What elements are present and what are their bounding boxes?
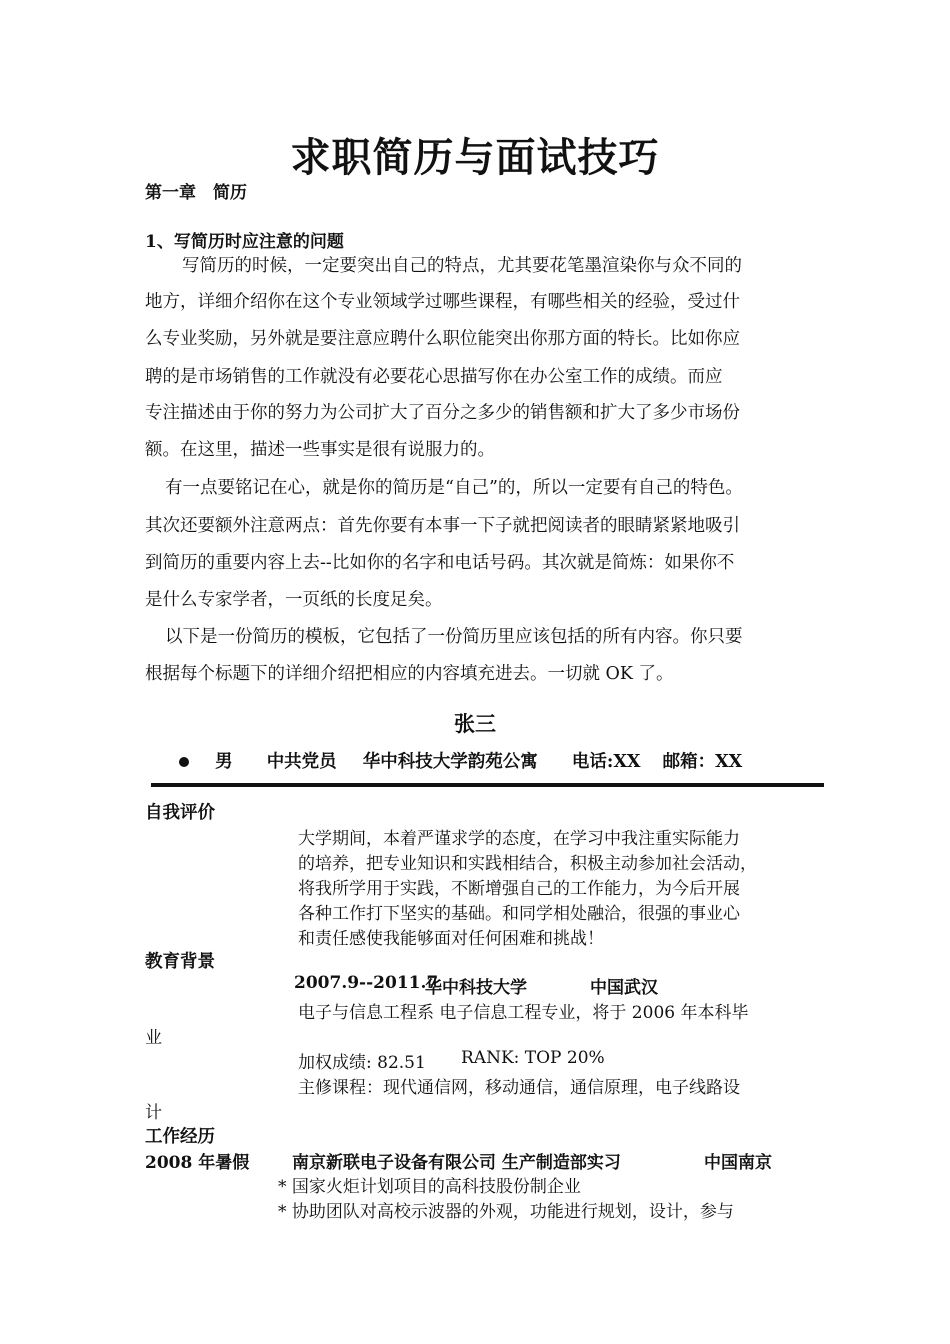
work-company: 南京新联电子设备有限公司 生产制造部实习 — [292, 1153, 621, 1173]
phone: 电话:XX — [571, 752, 641, 772]
work-item: * 国家火炬计划项目的高科技股份制企业 — [278, 1177, 581, 1197]
edu-school: 华中科技大学 — [425, 978, 527, 998]
paragraph-line: 聘的是市场销售的工作就没有必要花心思描写你在办公室工作的成绩。而应 — [145, 367, 723, 387]
self-eval-line: 和责任感使我能够面对任何困难和挑战！ — [298, 929, 604, 949]
paragraph-line: 么专业奖励，另外就是要注意应聘什么职位能突出你那方面的特长。比如你应 — [145, 329, 740, 349]
divider — [151, 783, 824, 787]
edu-period: 2007.9--2011.7 — [294, 973, 439, 993]
self-eval-line: 大学期间，本着严谨求学的态度，在学习中我注重实际能力 — [298, 829, 740, 849]
section-self-eval: 自我评价 — [145, 803, 215, 823]
edu-location: 中国武汉 — [590, 978, 658, 998]
paragraph-line: 以下是一份简历的模板，它包括了一份简历里应该包括的所有内容。你只要 — [165, 627, 743, 647]
paragraph-line: 写简历的时候，一定要突出自己的特点，尤其要花笔墨渲染你与众不同的 — [182, 256, 742, 276]
paragraph-line: 地方，详细介绍你在这个专业领域学过哪些课程，有哪些相关的经验，受过什 — [145, 292, 740, 312]
resume-info-line — [179, 748, 742, 773]
paragraph-line: 有一点要铭记在心，就是你的简历是“自己”的，所以一定要有自己的特色。 — [165, 478, 743, 498]
paragraph-line: 额。在这里，描述一些事实是很有说服力的。 — [145, 440, 495, 460]
work-period: 2008 年暑假 — [145, 1153, 250, 1173]
section-work: 工作经历 — [145, 1127, 215, 1147]
edu-gpa: 加权成绩: 82.51 — [298, 1053, 426, 1073]
gender: 男 — [215, 752, 233, 772]
edu-major: 电子与信息工程系 电子信息工程专业，将于 2006 年本科毕 — [298, 1003, 749, 1023]
section-heading: 1、写简历时应注意的问题 — [145, 232, 344, 252]
edu-rank: RANK: TOP 20% — [461, 1048, 605, 1068]
paragraph-line: 专注描述由于你的努力为公司扩大了百分之多少的销售额和扩大了多少市场份 — [145, 403, 740, 423]
paragraph-line: 到简历的重要内容上去--比如你的名字和电话号码。其次就是简炼：如果你不 — [145, 553, 735, 573]
page-title: 求职简历与面试技巧 — [290, 134, 660, 181]
self-eval-line: 的培养，把专业知识和实践相结合，积极主动参加社会活动， — [298, 854, 757, 874]
resume-name: 张三 — [454, 711, 496, 736]
paragraph-line: 根据每个标题下的详细介绍把相应的内容填充进去。一切就 OK 了。 — [145, 664, 674, 684]
address: 华中科技大学韵苑公寓 — [362, 752, 538, 772]
paragraph-line: 其次还要额外注意两点：首先你要有本事一下子就把阅读者的眼睛紧紧地吸引 — [145, 516, 740, 536]
section-education: 教育背景 — [145, 952, 215, 972]
email: 邮箱：XX — [662, 752, 743, 772]
work-item: * 协助团队对高校示波器的外观，功能进行规划，设计，参与 — [278, 1202, 734, 1222]
party: 中共党员 — [266, 752, 337, 772]
bullet-icon — [179, 757, 189, 767]
self-eval-line: 将我所学用于实践，不断增强自己的工作能力，为今后开展 — [298, 879, 740, 899]
edu-courses-wrap: 计 — [145, 1103, 162, 1123]
self-eval-line: 各种工作打下坚实的基础。和同学相处融洽，很强的事业心 — [298, 904, 740, 924]
paragraph-line: 是什么专家学者，一页纸的长度足矣。 — [145, 590, 443, 610]
work-location: 中国南京 — [704, 1153, 772, 1173]
edu-courses: 主修课程：现代通信网，移动通信，通信原理，电子线路设 — [298, 1078, 740, 1098]
edu-major-wrap: 业 — [145, 1028, 162, 1048]
chapter-heading: 第一章 简历 — [145, 183, 247, 203]
